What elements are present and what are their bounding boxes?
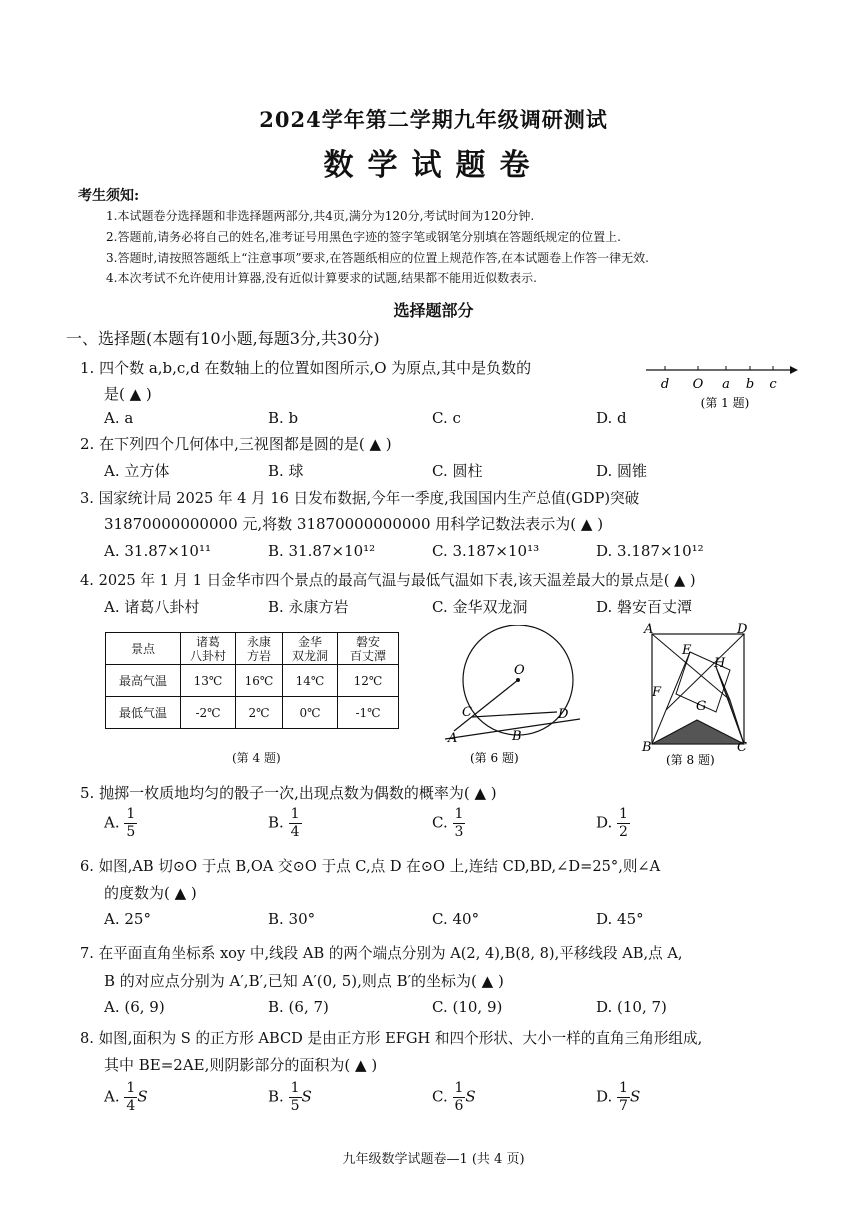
option: D. d — [596, 409, 627, 427]
option: C. 3.187×10¹³ — [432, 542, 540, 560]
fig8-label-d: D — [737, 622, 748, 637]
numerator: 1 — [619, 806, 628, 822]
table-cell: 诸葛 八卦村 — [181, 633, 236, 665]
notice-heading: 考生须知: — [78, 188, 140, 204]
fig6-label-d: D — [558, 707, 569, 722]
nl-label-b: b — [745, 377, 755, 392]
option-label: B. — [268, 813, 284, 832]
option — [104, 1080, 148, 1115]
table-cell: 永康 方岩 — [236, 633, 283, 665]
temperature-table — [105, 632, 399, 729]
option: B. 31.87×10¹² — [268, 542, 376, 560]
option: C. 40° — [432, 910, 480, 928]
table-cell: 16℃ — [236, 665, 283, 697]
option — [432, 806, 465, 841]
numerator: 1 — [126, 1080, 136, 1096]
number-line-figure — [640, 358, 800, 414]
temperature-table-wrap — [105, 632, 399, 729]
fig8-label-e: E — [682, 643, 692, 658]
table-cell: 0℃ — [283, 697, 338, 729]
table-caption: (第 4 题) — [232, 751, 281, 765]
question-7-line2: B 的对应点分别为 A′,B′,已知 A′(0, 5),则点 B′的坐标为( ▲ ) — [104, 972, 504, 990]
question-3: 3. 国家统计局 2025 年 4 月 16 日发布数据,今年一季度,我国国内生产总值(GDP)突破 — [80, 490, 640, 507]
question-8: 8. 如图,面积为 S 的正方形 ABCD 是由正方形 EFGH 和四个形状、大小一样的直角三角形组成, — [80, 1030, 703, 1047]
figure-8 — [640, 620, 760, 768]
option-label: D. — [596, 813, 613, 832]
question-2: 2. 在下列四个几何体中,三视图都是圆的是( ▲ ) — [80, 435, 392, 453]
exam-title: 2024学年第二学期九年级调研测试 — [259, 107, 608, 132]
nl-label-o: O — [692, 377, 704, 392]
option-tail: S — [465, 1087, 476, 1106]
option — [432, 1080, 476, 1115]
option: A. 立方体 — [104, 462, 170, 480]
fig6-caption: (第 6 题) — [470, 751, 519, 765]
fig8-label-b: B — [642, 740, 652, 755]
fig8-label-g: G — [696, 699, 707, 714]
option: B. b — [268, 409, 299, 427]
fraction — [453, 806, 466, 841]
option-label: C. — [432, 813, 448, 832]
option: D. 3.187×10¹² — [596, 542, 704, 560]
fig8-caption: (第 8 题) — [666, 753, 715, 767]
numerator: 1 — [290, 1080, 300, 1096]
table-cell: 景点 — [106, 633, 181, 665]
nl-label-c: c — [769, 377, 777, 392]
notice-item: 2.答题前,请务必将自己的姓名,准考证号用黑色字迹的签字笔或钢笔分别填在答题纸规定的位置上. — [106, 230, 621, 244]
table-cell: 最低气温 — [106, 697, 181, 729]
option: A. (6, 9) — [104, 998, 165, 1016]
option-tail: S — [629, 1087, 641, 1106]
option: D. (10, 7) — [596, 998, 667, 1016]
fig6-label-o: O — [514, 663, 525, 678]
question-4: 4. 2025 年 1 月 1 日金华市四个景点的最高气温与最低气温如下表,该天温差最大的景点是( ▲ ) — [80, 572, 696, 589]
option — [104, 806, 137, 841]
denominator: 4 — [126, 1098, 136, 1114]
option: B. (6, 7) — [268, 998, 329, 1016]
notice-item: 4.本次考试不允许使用计算器,没有近似计算要求的试题,结果都不能用近似数表示. — [106, 271, 537, 285]
fraction — [124, 1080, 137, 1115]
option — [596, 1080, 640, 1115]
option: A. 诸葛八卦村 — [104, 598, 200, 616]
fig6-label-c: C — [462, 705, 472, 720]
table-cell: 14℃ — [283, 665, 338, 697]
option: D. 45° — [596, 910, 644, 928]
option-label: A. — [104, 1087, 120, 1106]
fraction — [124, 806, 137, 841]
question-1-line2: 是( ▲ ) — [104, 385, 152, 403]
table-row — [106, 697, 399, 729]
option: D. 圆锥 — [596, 462, 648, 480]
numerator: 1 — [290, 806, 300, 822]
question-1: 1. 四个数 a,b,c,d 在数轴上的位置如图所示,O 为原点,其中是负数的 — [80, 359, 532, 377]
notice-item: 1.本试题卷分选择题和非选择题两部分,共4页,满分为120分,考试时间为120分钟. — [106, 209, 535, 223]
fig8-label-h: H — [714, 656, 726, 671]
denominator: 5 — [126, 824, 136, 840]
option-label: B. — [268, 1087, 284, 1106]
table-cell: 磐安 百丈潭 — [338, 633, 399, 665]
numerator: 1 — [454, 806, 464, 822]
question-7: 7. 在平面直角坐标系 xoy 中,线段 AB 的两个端点分别为 A(2, 4),B(8, 8),平移线段 AB,点 A, — [80, 945, 683, 962]
table-cell: 金华 双龙洞 — [283, 633, 338, 665]
option: C. 圆柱 — [432, 462, 483, 480]
option: C. (10, 9) — [432, 998, 503, 1016]
denominator: 7 — [619, 1098, 628, 1114]
table-row — [106, 665, 399, 697]
option: C. c — [432, 409, 461, 427]
option: C. 金华双龙洞 — [432, 598, 528, 616]
fig6-label-a: A — [448, 731, 458, 746]
option-label: A. — [104, 813, 120, 832]
denominator: 5 — [290, 1098, 300, 1114]
option: B. 永康方岩 — [268, 598, 349, 616]
option-tail: S — [301, 1087, 312, 1106]
nl-label-a: a — [722, 377, 730, 392]
denominator: 2 — [619, 824, 628, 840]
numerator: 1 — [454, 1080, 464, 1096]
question-3-line2: 31870000000000 元,将数 31870000000000 用科学记数法表示为( ▲ ) — [104, 515, 604, 533]
fig8-label-f: F — [652, 685, 662, 700]
figure-6 — [440, 625, 590, 770]
option — [268, 1080, 312, 1115]
option: B. 球 — [268, 462, 304, 480]
fig8-label-c: C — [737, 740, 747, 755]
page-footer: 九年级数学试题卷—1 (共 4 页) — [342, 1152, 525, 1167]
option-tail: S — [137, 1087, 148, 1106]
option: B. 30° — [268, 910, 316, 928]
notice-item: 3.答题时,请按照答题纸上“注意事项”要求,在答题纸相应的位置上规范作答,在本试题卷上作答一律无效. — [106, 251, 649, 265]
denominator: 6 — [454, 1098, 464, 1114]
section-title: 选择题部分 — [393, 301, 474, 320]
table-cell: -2℃ — [181, 697, 236, 729]
exam-subtitle: 数学试题卷 — [323, 148, 544, 183]
question-8-line2: 其中 BE=2AE,则阴影部分的面积为( ▲ ) — [104, 1056, 378, 1074]
table-cell: 最高气温 — [106, 665, 181, 697]
option: A. 31.87×10¹¹ — [104, 542, 211, 560]
fig6-label-b: B — [512, 729, 522, 744]
question-6-line2: 的度数为( ▲ ) — [104, 884, 197, 902]
part-heading: 一、选择题(本题有10小题,每题3分,共30分) — [66, 329, 380, 348]
fraction — [617, 806, 630, 841]
fig8-label-a: A — [644, 622, 654, 637]
option: A. 25° — [104, 910, 151, 928]
fraction — [453, 1080, 466, 1115]
fraction — [617, 1080, 630, 1115]
table-cell: -1℃ — [338, 697, 399, 729]
table-header-row — [106, 633, 399, 665]
table-cell: 12℃ — [338, 665, 399, 697]
numerator: 1 — [126, 806, 136, 822]
table-cell: 2℃ — [236, 697, 283, 729]
option — [268, 806, 302, 841]
option: A. a — [104, 409, 134, 427]
option-label: C. — [432, 1087, 448, 1106]
denominator: 3 — [454, 824, 464, 840]
table-cell: 13℃ — [181, 665, 236, 697]
option: D. 磐安百丈潭 — [596, 598, 693, 616]
nl-label-d: d — [660, 377, 670, 392]
fraction — [289, 1080, 302, 1115]
nl-caption: (第 1 题) — [700, 396, 750, 410]
question-6: 6. 如图,AB 切⊙O 于点 B,OA 交⊙O 于点 C,点 D 在⊙O 上,连结 CD,BD,∠D=25°,则∠A — [80, 858, 661, 875]
option — [596, 806, 630, 841]
denominator: 4 — [290, 824, 300, 840]
fraction — [289, 806, 302, 841]
numerator: 1 — [619, 1080, 628, 1096]
option-label: D. — [596, 1087, 613, 1106]
question-5: 5. 抛掷一枚质地均匀的骰子一次,出现点数为偶数的概率为( ▲ ) — [80, 784, 497, 802]
